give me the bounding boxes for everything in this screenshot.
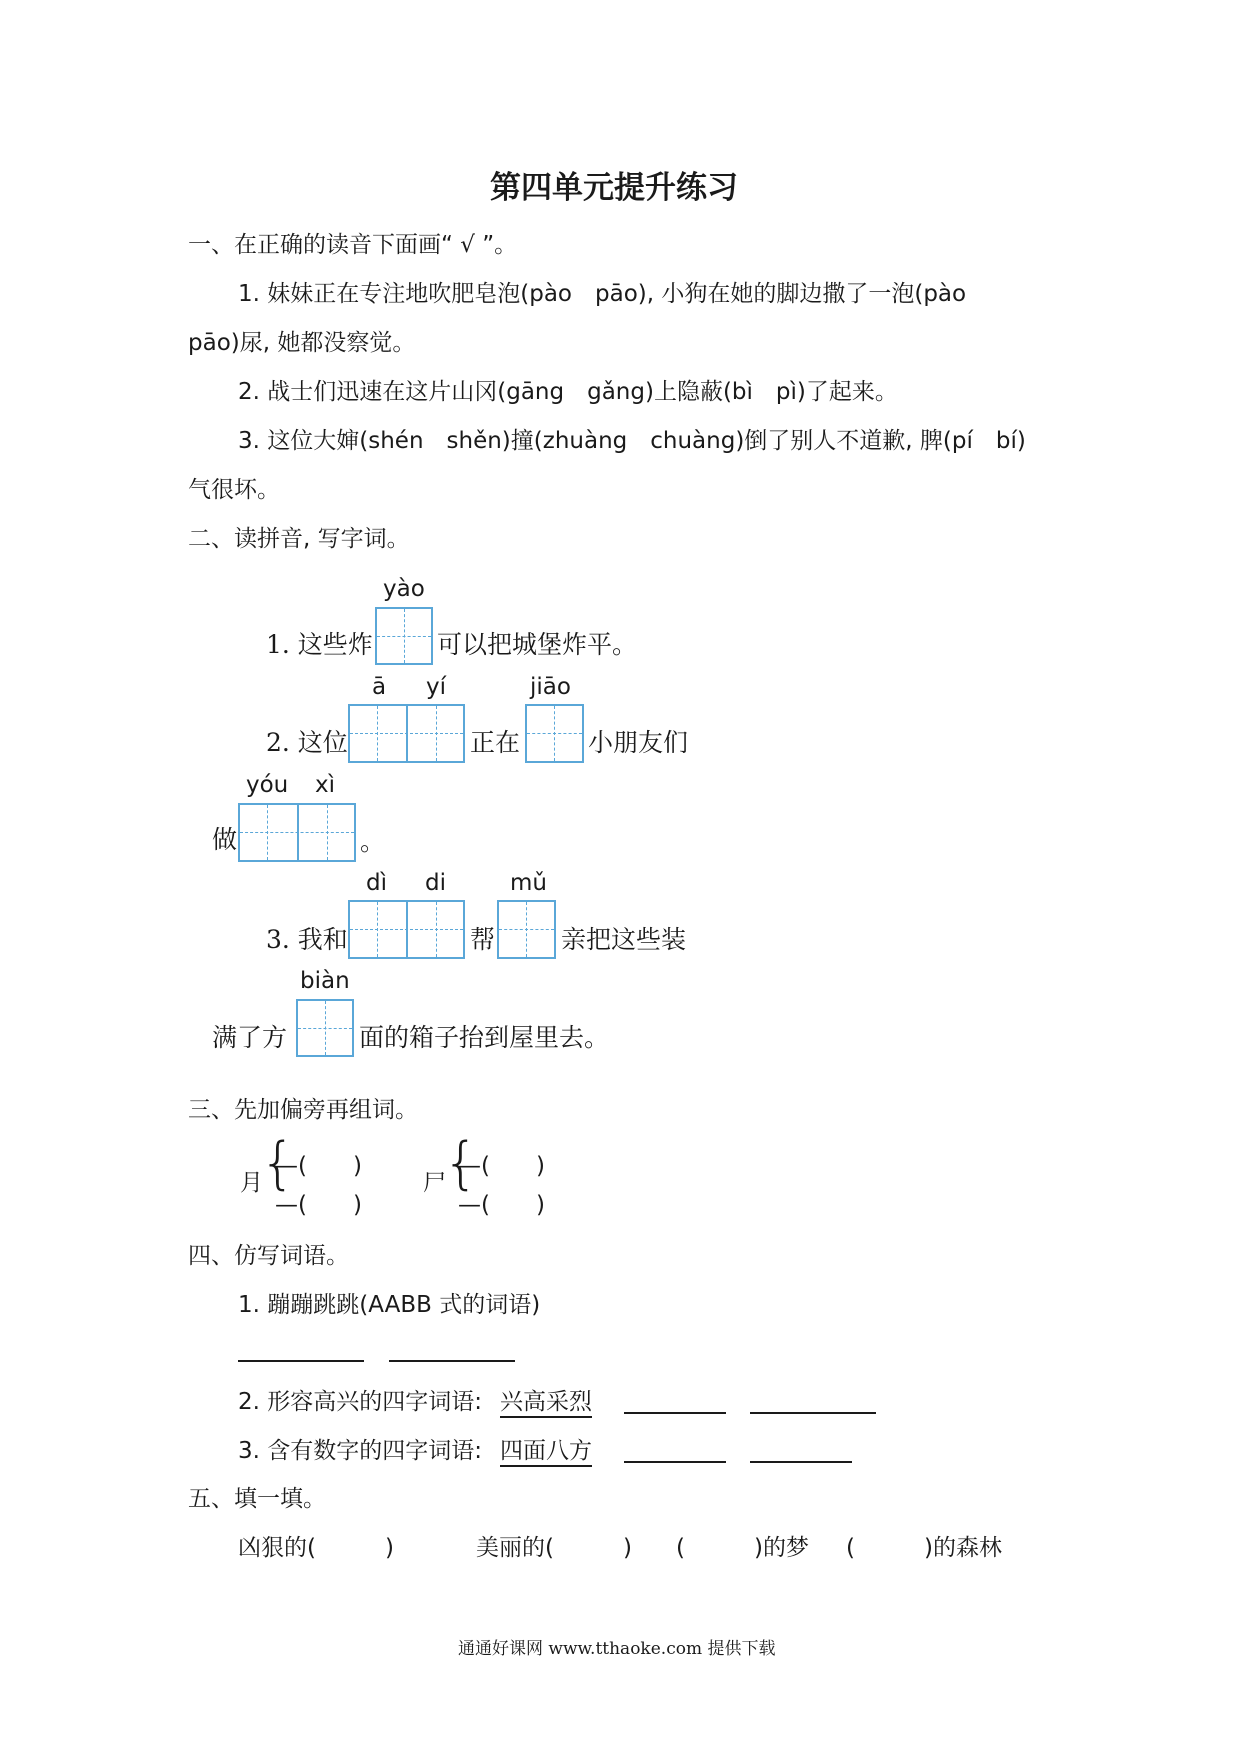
s1-q1-line1: 1. 妹妹正在专注地吹肥皂泡(pào pāo), 小狗在她的脚边撒了一泡(pào: [238, 281, 967, 307]
s2-q3-pinyin-3: mǔ: [510, 870, 547, 896]
fill-item: 凶狠的( ): [238, 1535, 394, 1561]
s2-q1-pinyin: yào: [383, 576, 425, 602]
s2-q2-pre2: 做: [212, 825, 238, 854]
section-4-heading: 四、仿写词语。: [188, 1243, 349, 1269]
answer-blank[interactable]: [238, 1360, 364, 1362]
radical-char-left: 月: [240, 1170, 263, 1196]
s4-q2-example: 兴高采烈: [500, 1383, 592, 1418]
section-2-heading: 二、读拼音, 写字词。: [188, 526, 410, 552]
s2-q3-post: 亲把这些装: [561, 925, 687, 954]
s2-q3-pre2: 满了方: [212, 1023, 288, 1052]
tianzige-box[interactable]: [525, 704, 584, 763]
s2-q2-pinyin-5: xì: [315, 772, 336, 798]
tianzige-box[interactable]: [296, 999, 354, 1057]
answer-blank[interactable]: [750, 1412, 876, 1414]
s2-q3-post2: 面的箱子抬到屋里去。: [359, 1023, 610, 1052]
s2-q2-post2: 。: [360, 827, 386, 856]
s2-q3-mid: 帮: [470, 925, 496, 954]
fill-item: ( )的梦: [676, 1535, 809, 1561]
compound-item: —( ): [275, 1192, 362, 1218]
s2-q2-mid: 正在: [470, 728, 521, 757]
s2-q2-pinyin-3: jiāo: [530, 674, 571, 700]
s2-q2-pinyin-1: ā: [372, 674, 387, 700]
tianzige-box[interactable]: [348, 704, 465, 763]
tianzige-box[interactable]: [375, 607, 433, 665]
radical-char-right: 尸: [423, 1170, 446, 1196]
section-5-heading: 五、填一填。: [188, 1486, 326, 1512]
answer-blank[interactable]: [624, 1461, 726, 1463]
s2-q1-post: 可以把城堡炸平。: [437, 630, 638, 659]
fill-item: 美丽的( ): [476, 1535, 632, 1561]
s2-q2-post: 小朋友们: [588, 728, 689, 757]
left-brace: {: [443, 1131, 479, 1196]
fill-item: ( )的森林: [846, 1535, 1002, 1561]
s2-q2-pinyin-4: yóu: [246, 772, 289, 798]
s2-q2-pre: 2. 这位: [266, 728, 348, 757]
s2-q3-pinyin-4: biàn: [300, 968, 350, 994]
compound-item: —( ): [458, 1192, 545, 1218]
s1-q3-line1: 3. 这位大婶(shén shěn)撞(zhuàng chuàng)倒了别人不道歉, 脾(pí bí): [238, 428, 1026, 454]
s2-q3-pinyin-1: dì: [366, 870, 387, 896]
s1-q3-line2: 气很坏。: [188, 477, 280, 503]
tianzige-box[interactable]: [238, 803, 356, 862]
s2-q2-pinyin-2: yí: [426, 674, 447, 700]
left-brace: {: [260, 1131, 296, 1196]
s1-q1-line2: pāo)尿, 她都没察觉。: [188, 330, 416, 356]
s2-q3-pre: 3. 我和: [266, 925, 348, 954]
footer-credit: 通通好课网 www.tthaoke.com 提供下载: [458, 1639, 776, 1659]
compound-item: —( ): [458, 1153, 545, 1179]
compound-item: —( ): [275, 1153, 362, 1179]
s1-q2: 2. 战士们迅速在这片山冈(gāng gǎng)上隐蔽(bì pì)了起来。: [238, 379, 898, 405]
s4-q1: 1. 蹦蹦跳跳(AABB 式的词语): [238, 1292, 541, 1318]
s4-q3-label: 3. 含有数字的四字词语:: [238, 1438, 483, 1464]
section-1-heading: 一、在正确的读音下面画“ √ ”。: [188, 232, 518, 258]
answer-blank[interactable]: [750, 1461, 852, 1463]
s4-q3-example: 四面八方: [500, 1432, 592, 1467]
s4-q2-label: 2. 形容高兴的四字词语:: [238, 1389, 483, 1415]
answer-blank[interactable]: [389, 1360, 515, 1362]
page-title: 第四单元提升练习: [490, 170, 738, 206]
answer-blank[interactable]: [624, 1412, 726, 1414]
section-3-heading: 三、先加偏旁再组词。: [188, 1097, 418, 1123]
s2-q3-pinyin-2: di: [425, 870, 446, 896]
tianzige-box[interactable]: [348, 900, 465, 959]
s2-q1-pre: 1. 这些炸: [266, 630, 373, 659]
tianzige-box[interactable]: [497, 900, 556, 959]
